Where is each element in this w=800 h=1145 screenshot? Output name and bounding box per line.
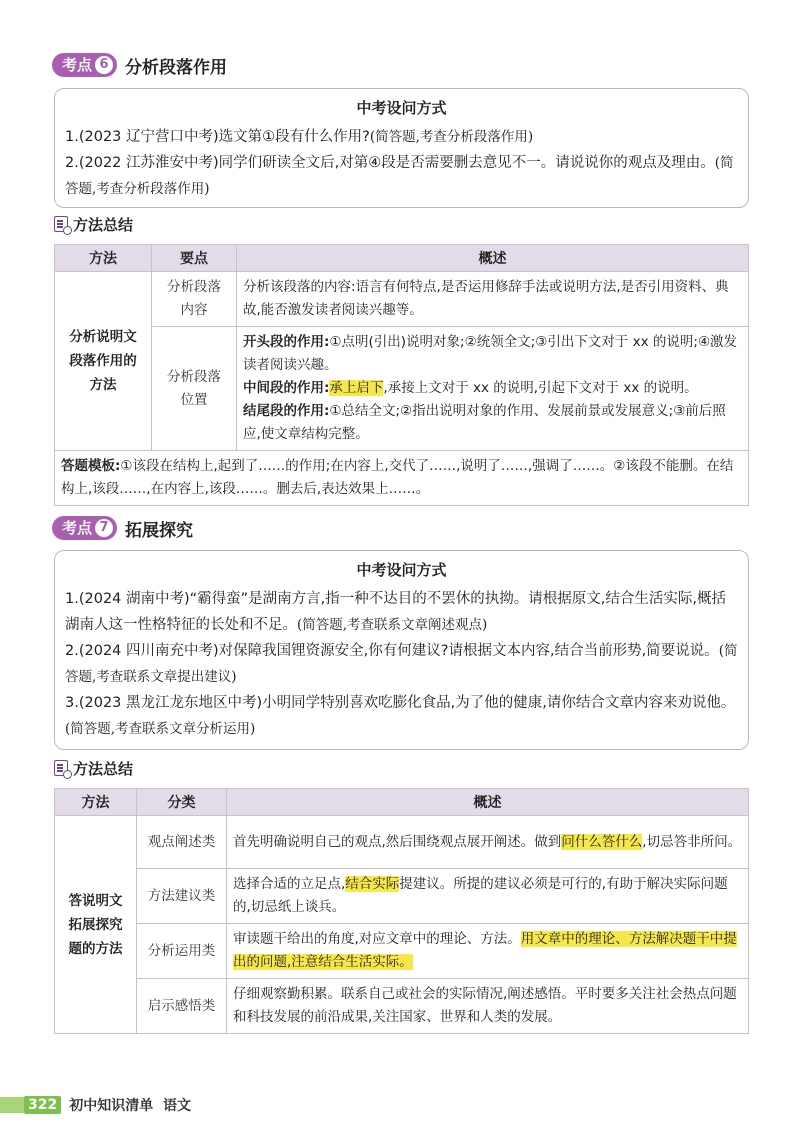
method-cell: 分析说明文段落作用的方法 — [55, 272, 152, 451]
table-row — [55, 979, 749, 1034]
kaodian-number: 7 — [95, 519, 113, 537]
category-cell: 分析运用类 — [137, 924, 227, 979]
section7-header — [52, 515, 193, 541]
col-header: 要点 — [152, 245, 237, 272]
table-row — [55, 869, 749, 924]
desc-cell: 开头段的作用:①点明(引出)说明对象;②统领全文;③引出下文对于 xx 的说明;④激发读者阅读兴趣。 中间段的作用:承上启下,承接上文对于 xx 的说明,引起下文对于 xx 的说明。 结尾段的作用:①总结全文;②指出说明对象的作用、发展前景或发展意义;③前后照应,使文章结构完整。 — [237, 327, 749, 451]
section7-title: 拓展探究 — [125, 520, 194, 541]
book-title: 初中知识清单 语文 — [69, 1098, 191, 1114]
point-cell: 分析段落位置 — [152, 327, 237, 451]
notebook-icon — [54, 216, 68, 232]
question-item: 2.(2024 四川南充中考)对保障我国锂资源安全,你有何建议?请根据文本内容,结合当前形势,简要说说。(简答题,考查联系文章提出建议) — [65, 643, 738, 685]
table-row — [55, 816, 749, 869]
section6-question-box — [54, 88, 749, 208]
col-header: 概述 — [237, 245, 749, 272]
desc-cell: 仔细观察勤积累。联系自己或社会的实际情况,阐述感悟。平时要多关注社会热点问题和科技发展的前沿成果,关注国家、世界和人类的发展。 — [227, 979, 749, 1034]
table-header-row — [55, 789, 749, 816]
desc-cell: 审读题干给出的角度,对应文章中的理论、方法。用文章中的理论、方法解决题干中提出的问题,注意结合生活实际。 — [227, 924, 749, 979]
method-summary-label: 方法总结 — [54, 758, 133, 778]
desc-cell: 首先明确说明自己的观点,然后围绕观点展开阐述。做到问什么答什么,切忌答非所问。 — [227, 816, 749, 869]
col-header: 概述 — [227, 789, 749, 816]
question-box-title: 中考设问方式 — [356, 99, 447, 117]
col-header: 方法 — [55, 245, 152, 272]
kaodian-number: 6 — [95, 56, 113, 74]
section6-method-table — [54, 244, 749, 506]
col-header: 分类 — [137, 789, 227, 816]
page-footer — [0, 1090, 191, 1120]
method-summary-label: 方法总结 — [54, 214, 133, 234]
template-cell: 答题模板:①该段在结构上,起到了……的作用;在内容上,交代了……,说明了……,强调了……。②该段不能删。在结构上,该段……,在内容上,该段……。删去后,表达效果上……。 — [55, 451, 749, 506]
desc-cell: 选择合适的立足点,结合实际提建议。所提的建议必须是可行的,有助于解决实际问题的,切忌纸上谈兵。 — [227, 869, 749, 924]
desc-cell: 分析该段落的内容:语言有何特点,是否运用修辞手法或说明方法,是否引用资料、典故,能否激发读者阅读兴趣等。 — [237, 272, 749, 327]
page-number-bar — [0, 1097, 24, 1113]
category-cell: 方法建议类 — [137, 869, 227, 924]
section7-question-box — [54, 550, 749, 750]
section6-header — [52, 52, 227, 78]
question-item: 2.(2022 江苏淮安中考)同学们研读全文后,对第④段是否需要删去意见不一。请说说你的观点及理由。(简答题,考查分析段落作用) — [65, 155, 734, 197]
col-header: 方法 — [55, 789, 137, 816]
kaodian-label: 考点 — [62, 519, 93, 537]
point-cell: 分析段落内容 — [152, 272, 237, 327]
table-header-row — [55, 245, 749, 272]
section7-method-table — [54, 788, 749, 1034]
kaodian-badge — [52, 53, 117, 77]
notebook-icon — [54, 760, 68, 776]
question-item: 1.(2023 辽宁营口中考)选文第①段有什么作用?(简答题,考查分析段落作用) — [65, 129, 534, 145]
category-cell: 启示感悟类 — [137, 979, 227, 1034]
question-item: 1.(2024 湖南中考)“霸得蛮”是湖南方言,指一种不达目的不罢休的执拗。请根据原文,结合生活实际,概括湖南人这一性格特征的长处和不足。(简答题,考查联系文章阐述观点) — [65, 591, 727, 633]
method-cell: 答说明文拓展探究题的方法 — [55, 816, 137, 1034]
section6-title: 分析段落作用 — [125, 57, 228, 78]
table-row — [55, 924, 749, 979]
kaodian-badge — [52, 516, 117, 540]
kaodian-label: 考点 — [62, 56, 93, 74]
table-row — [55, 272, 749, 327]
question-box-title: 中考设问方式 — [356, 561, 447, 579]
table-row — [55, 327, 749, 451]
template-row — [55, 451, 749, 506]
page-number: 322 — [24, 1096, 61, 1114]
question-item: 3.(2023 黑龙江龙东地区中考)小明同学特别喜欢吃膨化食品,为了他的健康,请你结合文章内容来劝说他。(简答题,考查联系文章分析运用) — [65, 695, 736, 737]
category-cell: 观点阐述类 — [137, 816, 227, 869]
